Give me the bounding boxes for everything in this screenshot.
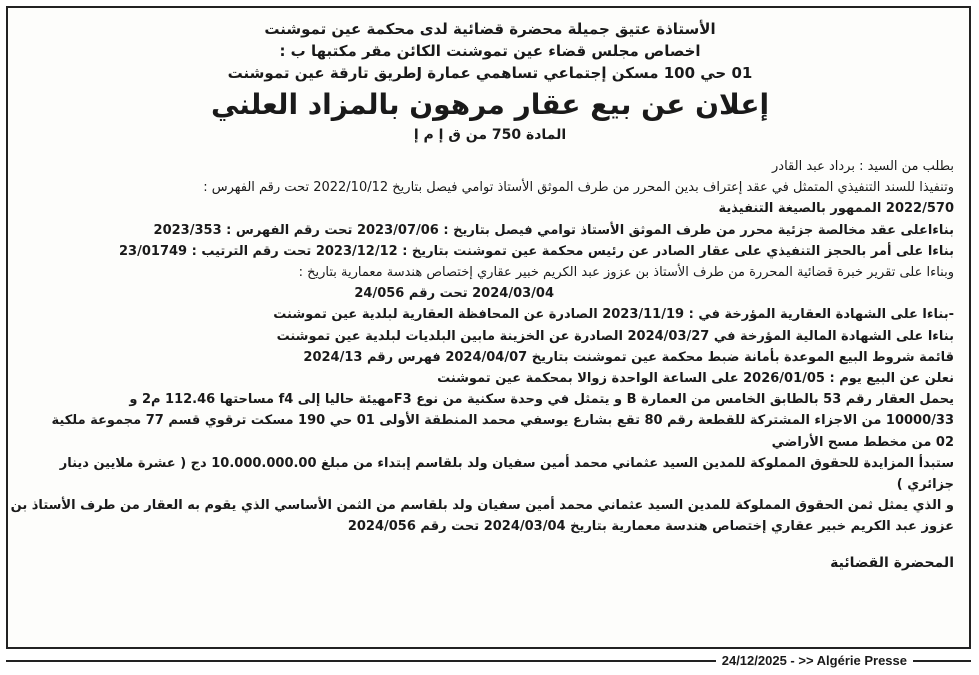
body-line: 10000/33 من الاجزاء المشتركة للقطعة رقم 80 تقع بشارع يوسفي محمد المنطقة الأولى 01 حي 190 مسكت ترقوي قسم 77 مجموعة ملكية [51,413,954,429]
footer-source: 24/12/2025 - >> Algérie Presse [716,652,913,670]
body-line: بطلب من السيد : برداد عبد القادر [772,159,954,174]
body-line: 2024/03/04 تحت رقم 24/056 [354,286,554,302]
body-line: ستبدأ المزايدة للحقوق المملوكة للمدين السيد عثماني محمد أمين سفيان ولد بلقاسم إبتداء من مبلغ 10.000.000.00 دج ( عشرة ملايين دينار [59,455,954,471]
notice-body [10,156,954,538]
body-line: وتنفيذا للسند التنفيذي المتمثل في عقد إعتراف بدين المحرر من طرف الموثق الأستاذ توامي فيصل بتاريخ 2022/10/12 تحت رقم الفهرس : [203,180,954,196]
body-line: يحمل العقار رقم 53 بالطابق الخامس من العمارة B و يتمثل في وحدة سكنية من نوع F3مهيئة حاليا إلى f4 مساحتها 112.46 م2 و [129,392,954,408]
body-line: جزائري ) [896,477,954,493]
signature: المحضرة القضائية [830,554,954,571]
body-line: بناءا على الشهادة المالية المؤرخة في 2024/03/27 الصادرة عن الخزينة مابين البلديات لبلدية عين تموشنت [276,328,954,344]
body-line: قائمة شروط البيع الموعدة بأمانة ضبط محكمة عين تموشنت بتاريخ 2024/04/07 فهرس رقم 2024/13 [303,349,954,365]
notice-title: إعلان عن بيع عقار مرهون بالمزاد العلني [210,88,770,121]
notice-document [10,18,954,588]
body-line: بناءاعلى عقد مخالصة جزئية محرر من طرف الموثق الأستاذ توامي فيصل بتاريخ : 2023/07/06 تحت رقم الفهرس : 2023/353 [153,222,954,238]
notice-frame [6,6,971,649]
body-line: و الذي يمثل ثمن الحقوق المملوكة للمدين السيد عثماني محمد أمين سفيان ولد بلقاسم من الثمن الأساسي الذي يقوم به العقار من طرف الأستاذ بن [10,498,954,514]
header-line-1: الأستاذة عتيق جميلة محضرة قضائية لدى محكمة عين تموشنت [264,20,716,38]
press-footer [6,652,971,670]
body-line: عزوز عبد الكريم خبير عقاري إختصاص هندسة معمارية بتاريخ 2024/03/04 تحت رقم 2024/056 [347,519,954,535]
header-line-3: 01 حي 100 مسكن إجتماعي تساهمي عمارة Jطريق تارقة عين تموشنت [227,64,753,82]
article-reference: المادة 750 من ق إ م إ [413,127,567,143]
body-line: نعلن عن البيع يوم : 2026/01/05 على الساعة الواحدة زوالا بمحكمة عين تموشنت [437,371,954,387]
header-line-2: اخصاص مجلس قضاء عين تموشنت الكائن مقر مكتبها ب : [279,42,701,60]
body-line: -بناءا على الشهادة العقارية المؤرخة في : 2023/11/19 الصادرة عن المحافظة العقارية لبلدية عين تموشنت [273,307,954,323]
body-line: 02 من مخطط مسح الأراضي [771,434,954,450]
body-line: وبناءا على تقرير خبرة قضائية المحررة من طرف الأستاذ بن عزوز عبد الكريم خبير عقاري إختصاص هندسة معمارية بتاريخ : [298,265,954,281]
body-line: 2022/570 الممهور بالصيغة التنفيذية [718,201,954,217]
body-line: بناءا على أمر بالحجز التنفيذي على عقار الصادر عن رئيس محكمة عين تموشنت بتاريخ : 2023/12/12 تحت رقم الترتيب : 23/01749 [119,243,954,259]
